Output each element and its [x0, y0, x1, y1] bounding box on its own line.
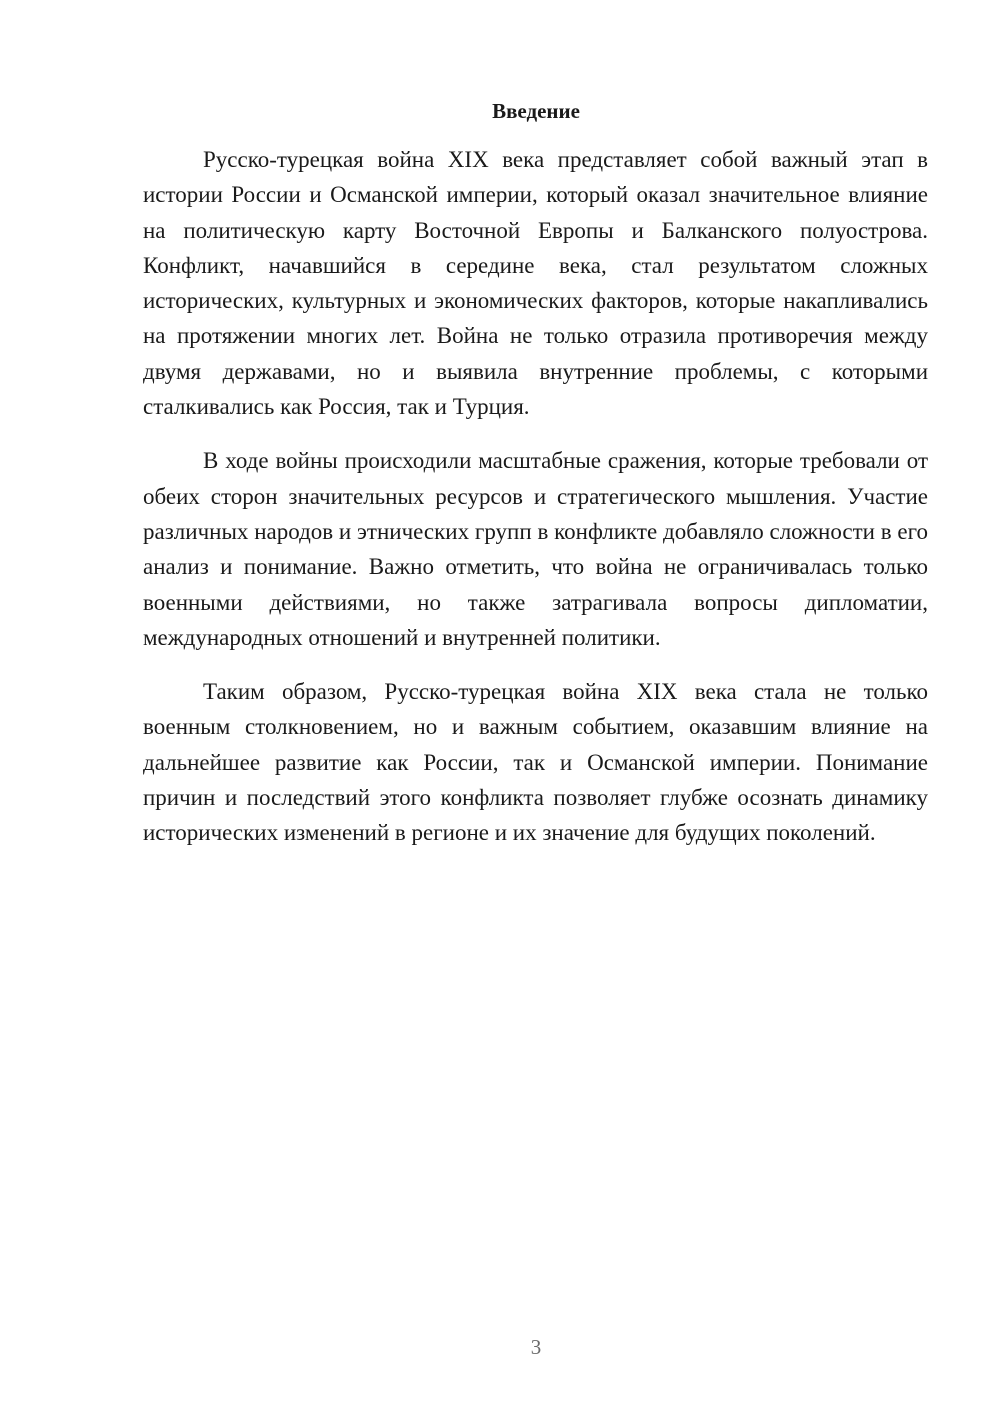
paragraph-2: В ходе войны происходили масштабные сражения, которые требовали от обеих сторон значительных ресурсов и стратегического мышления. Участие различных народов и этнических групп в конфликте добавляло сложности в его анализ и понимание. Важно отметить, что война не ограничивалась только военными действиями, но также затрагивала вопросы дипломатии, международных отношений и внутренней политики. [143, 448, 928, 650]
page-title: Введение [492, 99, 580, 123]
paragraph-1: Русско-турецкая война XIX века представляет собой важный этап в истории России и Османской империи, который оказал значительное влияние на политическую карту Восточной Европы и Балканского полуострова. Конфликт, начавшийся в середине века, стал результатом сложных исторических, культурных и экономических факторов, которые накапливались на протяжении многих лет. Война не только отразила противоречия между двумя державами, но и выявила внутренние проблемы, с которыми сталкивались как Россия, так и Турция. [143, 147, 928, 420]
paragraph-3: Таким образом, Русско-турецкая война XIX века стала не только военным столкновением, но и важным событием, оказавшим влияние на дальнейшее развитие как России, так и Османской империи. Понимание причин и последствий этого конфликта позволяет глубже осознать динамику исторических изменений в регионе и их значение для будущих поколений. [143, 679, 928, 846]
page-number: 3 [530, 1335, 542, 1359]
body-text [143, 142, 928, 870]
